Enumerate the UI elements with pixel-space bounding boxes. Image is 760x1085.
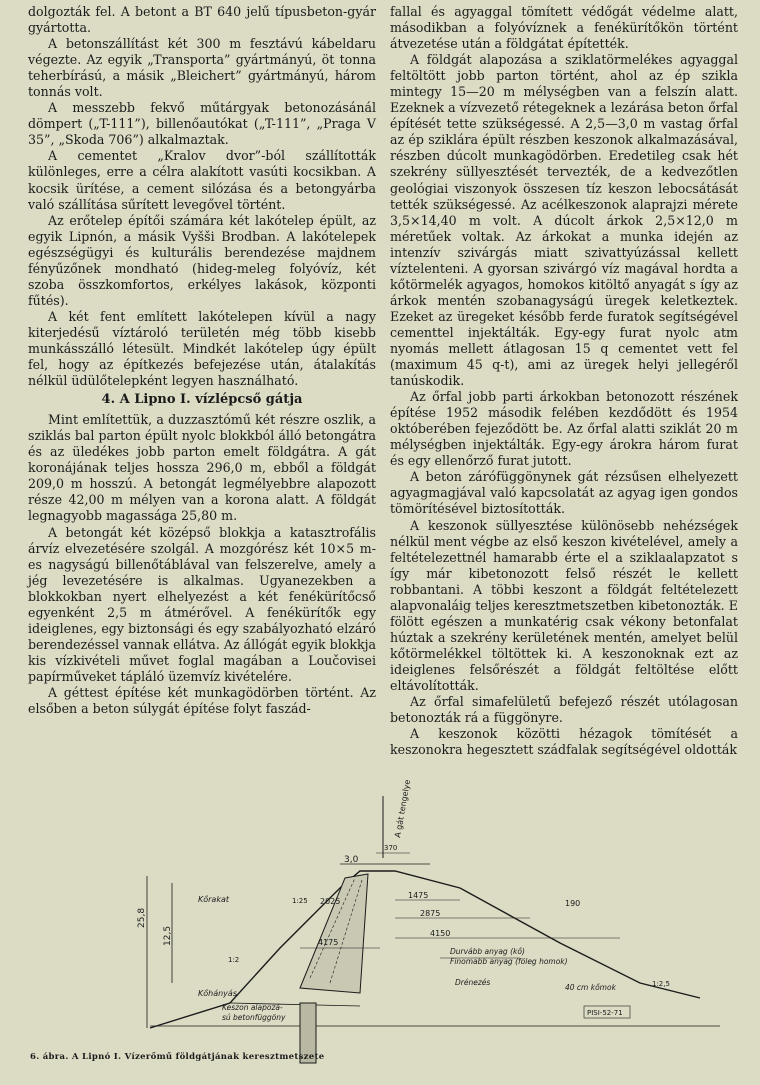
paragraph: Az erőtelep építői számára két lakótelep épült, az egyik Lipnón, a másik Vyšši Brodban. A lakótelepek egészségügyi és kulturális berendezése majdnem fényűzőnek mondható (hideg-meleg folyóvíz, két szoba összkomfortos, erkélyes lakások, központi fűtés). <box>28 212 376 308</box>
slope-2: 1:2 <box>228 956 240 964</box>
paragraph: dolgozták fel. A betont a BT 640 jelű típusbeton-gyár gyártotta. <box>28 4 376 36</box>
dim-1475: 1475 <box>408 891 429 900</box>
material-fine: Finomabb anyag (föleg homok) <box>450 957 568 966</box>
material-coarse: Durvább anyag (kő) <box>450 947 525 956</box>
label-korakat: Kőrakat <box>198 895 230 904</box>
paragraph: A keszonok süllyesztése különösebb nehézségek nélkül ment végbe az első keszon kivételével, amely a feltételezettnél hamarabb érte el a sziklaalapzatot s így már kibetonozott felső részét le kellett robbantani. A többi keszont a földgát feltételezett alapvonaláig teljes keresztmetszetben kibetonozták. E fölött egészen a munkatérig csak vékony betonfalat húztak a szekrény kerületének mentén, amelyet belül kőtörmelékkel töltöttek ki. A keszonoknak ezt az ideiglenes felsőrészét a földgát feltöltése előtt eltávolították. <box>390 517 738 693</box>
height-part-label: 12,5 <box>163 925 173 946</box>
dim-4150: 4150 <box>430 929 451 938</box>
height-total-label: 25,8 <box>137 907 147 928</box>
paragraph: A két fent említett lakótelepen kívül a nagy kiterjedésű víztároló területén még több kisebb munkásszálló létesült. Mindkét lakótelep úgy épült fel, hogy az építkezés befejezése után, átalakítás nélkül üdülőtelepként legyen használható. <box>28 308 376 389</box>
stamp-code: PISI-52-71 <box>587 1009 623 1017</box>
right-paragraphs <box>390 4 738 758</box>
left-paragraphs <box>28 4 376 389</box>
dim-190: 190 <box>565 899 581 908</box>
paragraph: Az őrfal simafelületű befejező részét utólagosan betonozták rá a függönyre. <box>390 694 738 726</box>
top-dim-label: 370 <box>384 844 398 852</box>
axis-label: A gát tengelye <box>393 778 413 839</box>
paragraph: A messzebb fekvő műtárgyak betonozásánál dömpert („T-111”), billenőautókat („T-111”, „Praga V 35”, „Skoda 706”) alkalmaztak. <box>28 100 376 148</box>
paragraph: A keszonok közötti hézagok tömítését a keszonokra hegesztett szádfalak segítségével oldották <box>390 726 738 758</box>
dam-cross-section-figure <box>0 778 760 1078</box>
right-column <box>390 4 738 758</box>
dim-4175: 4175 <box>318 938 339 947</box>
dim-2025: 2025 <box>320 897 341 906</box>
slope-1: 1:25 <box>292 897 308 905</box>
label-keszon-2: sú betonfüggöny <box>222 1013 286 1022</box>
left-column <box>28 4 376 717</box>
dim-2875: 2875 <box>420 909 441 918</box>
label-drainage: Drénezés <box>455 978 491 987</box>
label-stone: 40 cm kőmok <box>565 983 616 992</box>
slope-3: 1:2,5 <box>652 980 670 988</box>
figure-caption: 6. ábra. A Lipnó I. Vízerőmű földgátjának keresztmetszete <box>30 1052 325 1062</box>
paragraph: Az őrfal jobb parti árkokban betonozott részének építése 1952 második felében kezdődött és 1954 októberében fejeződött be. Az őrfal alatti sziklát 20 m mélységben injektálták. Egy-egy árokra három furat és egy ellenőrző furat jutott. <box>390 389 738 469</box>
paragraph: fallal és agyaggal tömített védőgát védelme alatt, másodikban a folyóvíznek a fenékürítőkön történt átvezetése után a földgátat építették. <box>390 4 738 52</box>
section-heading: 4. A Lipno I. vízlépcső gátja <box>101 392 303 408</box>
crest-width-label: 3,0 <box>344 855 359 865</box>
left-paragraphs-2 <box>28 412 376 717</box>
clay-core <box>300 874 368 993</box>
label-kohanyas: Kőhányás <box>198 989 237 998</box>
paragraph: A cementet „Kralov dvor”-ból szállították különleges, erre a célra alakított vasúti kocsikban. A kocsik ürítése, a cement silózása és a betongyárba való szállítása sűrített levegővel történt. <box>28 148 376 212</box>
paragraph: A beton zárófüggönynek gát rézsűsen elhelyezett agyagmagjával való kapcsolatát az agyag igen gondos tömörítésével biztosították. <box>390 469 738 517</box>
paragraph: A földgát alapozása a sziklatörmelékes agyaggal feltöltött jobb parton történt, ahol az ép szikla mintegy 15—20 m mélységben van a felszín alatt. Ezeknek a vízvezető rétegeknek a lezárása beton őrfal építését tette szükségessé. A 2,5—3,0 m vastag őrfal az ép sziklára épült részben keszonok alkalmazásával, részben dúcolt munkagödörben. Eredetileg csak hét szekrény süllyesztését tervezték, de a kedvezőtlen geológiai viszonyok összesen tíz keszon lebocsátását tették szükségessé. Az acélkeszonok alaprajzi mérete 3,5×14,40 m volt. A dúcolt árkok 2,5×12,0 m méretűek voltak. Az árkokat a munka idején az intenzív szivárgás miatt szivattyúzással kellett víztelenteni. A gyorsan szivárgó víz magával hordta a kőtörmelék agyagos, homokos kitöltő anyagát s így az árkok mentén szobanagyságú üregek keletkeztek. Ezeket az üregeket később ferde furatok segítségével cementtel injektálták. Egy-egy furat nyolc atm nyomás mellett átlagosan 15 q cementet vett fel (maximum 45 q-t), ami az üregek helyi jellegéről tanúskodik. <box>390 52 738 389</box>
label-keszon: Keszon alapozá- <box>222 1003 283 1012</box>
paragraph: A géttest építése két munkagödörben történt. Az elsőben a beton súlygát építése folyt faszád- <box>28 684 376 717</box>
paragraph: A betongát két középső blokkja a katasztrofális árvíz elvezetésére szolgál. A mozgórész két 10×5 m-es nagyságú billenőtáblával van felszerelve, amely a jég levezetésére is alkalmas. Ugyanezekben a blokkokban nyert elhelyezést a két fenékürítőcső egyenként 2,5 m átmérővel. A fenékürítők egy ideiglenes, egy biztonsági és egy szabályozható elzáró berendezéssel vannak ellátva. Az állógát egyik blokkja kis vízkivételi művet foglal magában a Loučovisei papírműveket tápláló üzemvíz kivételére. <box>28 524 376 684</box>
paragraph: A betonszállítást két 300 m fesztávú kábeldaru végezte. Az egyik „Transporta” gyártmányú, öt tonna teherbírású, a másik „Bleichert” gyártmányú, három tonnás volt. <box>28 36 376 100</box>
paragraph: Mint említettük, a duzzasztómű két részre oszlik, a sziklás bal parton épült nyolc blokkból álló betongátra és az üledékes jobb parton emelt földgátra. A gát koronájának teljes hossza 296,0 m, ebből a földgát 209,0 m hosszú. A betongát legmélyebbre alapozott része 42,00 m mélyen van a korona alatt. A földgát legnagyobb magassága 25,80 m. <box>28 412 376 524</box>
